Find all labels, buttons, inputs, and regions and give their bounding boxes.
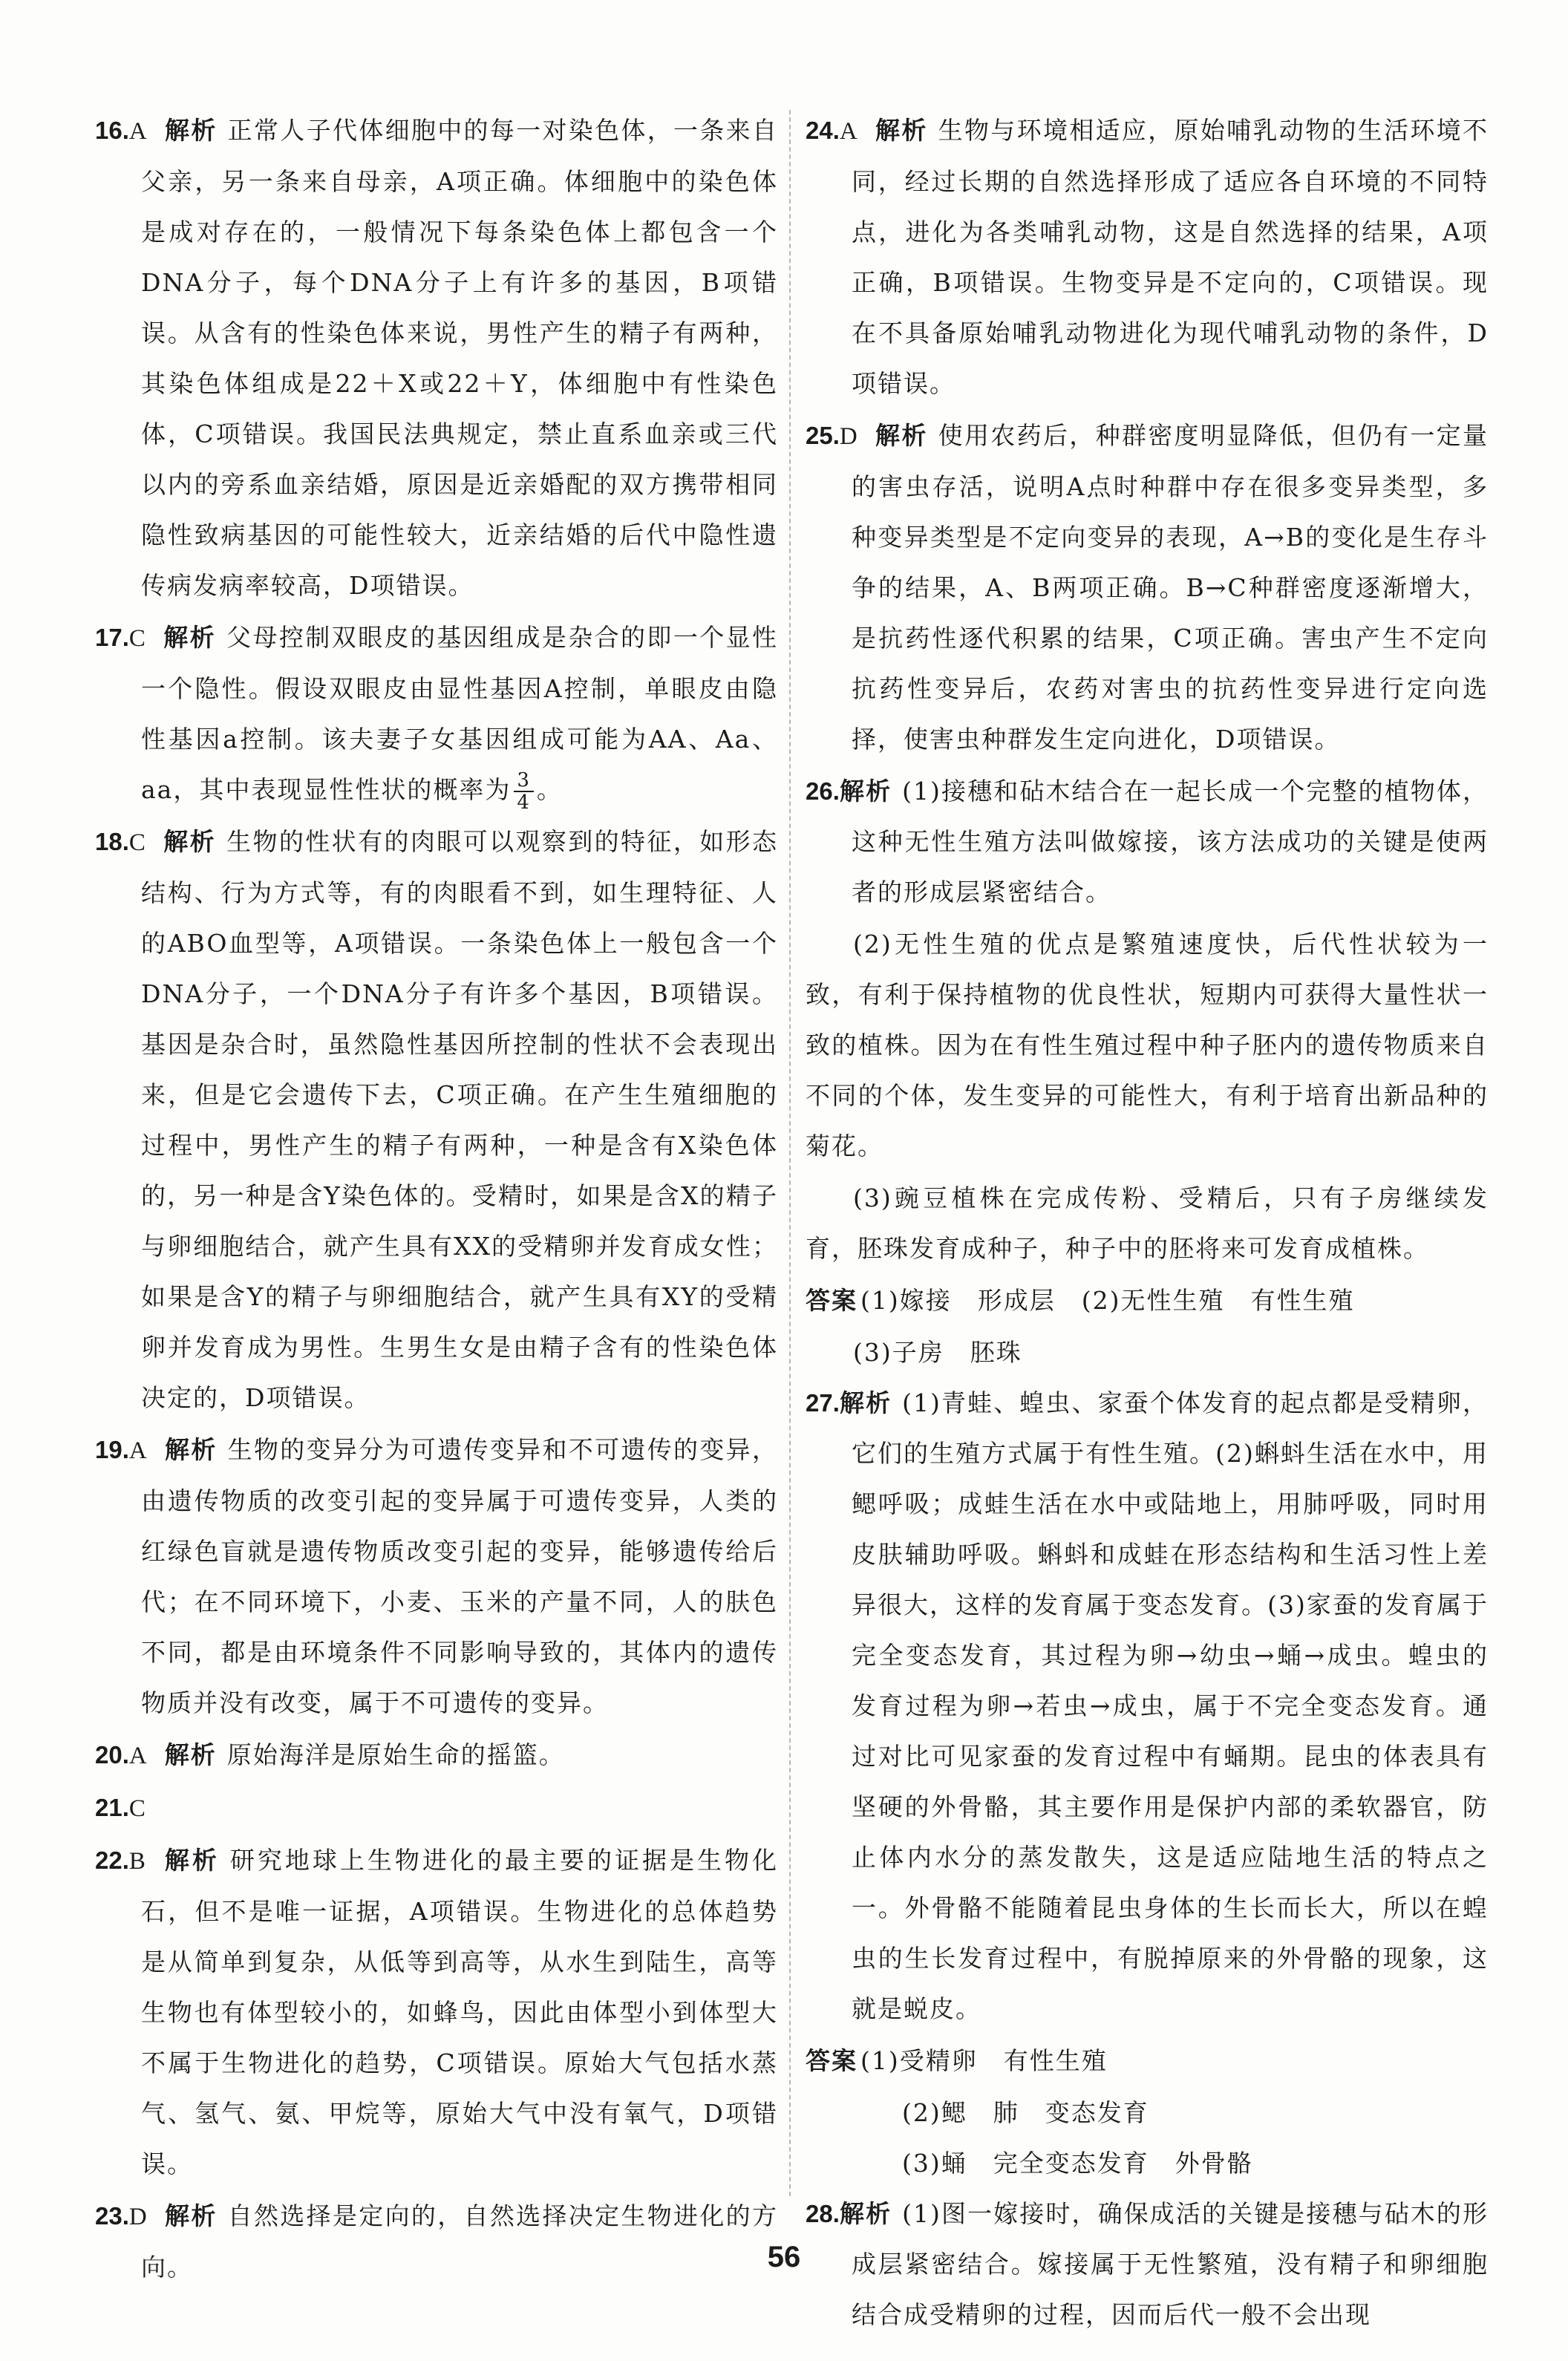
answer-item-26: 26.解析 (1)接穗和砧木结合在一起长成一个完整的植物体，这种无性生殖方法叫做嫁接，该方法成功的关键是使两者的形成层紧密结合。 <box>806 777 1489 907</box>
left-column <box>95 105 778 2294</box>
answer-27-key: 答案 (1)受精卵 有性生殖 <box>806 2046 1108 2075</box>
answer-26-paragraph-2: (2)无性生殖的优点是繁殖速度快，后代性状较为一致，有利于保持植物的优良性状，短期内可获得大量性状一致的植株。因为在有性生殖过程中种子胚内的遗传物质来自不同的个体，发生变异的可能性大，有利于培育出新品种的菊花。 <box>806 930 1489 1160</box>
answer-item-19: 19.A 解析 生物的变异分为可遗传变异和不可遗传的变异，由遗传物质的改变引起的变异属于可遗传变异，人类的红绿色盲就是遗传物质改变引起的变异，能够遗传给后代；在不同环境下，小麦、玉米的产量不同，人的肤色不同，都是由环境条件不同影响导致的，其体内的遗传物质并没有改变，属于不可遗传的变异。 <box>95 1435 779 1717</box>
answer-item-17: 17.C 解析 父母控制双眼皮的基因组成是杂合的即一个显性一个隐性。假设双眼皮由显性基因A控制，单眼皮由隐性基因a控制。该夫妻子女基因组成可能为AA、Aa、aa，其中表现显性性状的概率为 $\frac{3}{4}$ 。 <box>95 623 779 814</box>
answer-27-key-line-2: (2)鳃 肺 变态发育 <box>902 2098 1149 2127</box>
page-number: 56 <box>767 2241 801 2273</box>
right-column <box>806 105 1489 2342</box>
answer-item-25: 25.D 解析 使用农药后，种群密度明显降低，但仍有一定量的害虫存活，说明A点时种群中存在很多变异类型，多种变异类型是不定向变异的表现，A→B的变化是生存斗争的结果，A、B两项正确。B→C种群密度逐渐增大，是抗药性逐代积累的结果，C项正确。害虫产生不定向抗药性变异后，农药对害虫的抗药性变异进行定向选择，使害虫种群发生定向进化，D项错误。 <box>806 421 1489 754</box>
answer-item-16: 16.A 解析 正常人子代体细胞中的每一对染色体，一条来自父亲，另一条来自母亲，A项正确。体细胞中的染色体是成对存在的，一般情况下每条染色体上都包含一个DNA分子，每个DNA分子上有许多的基因，B项错误。从含有的性染色体来说，男性产生的精子有两种，其染色体组成是22＋X或22＋Y，体细胞中有性染色体，C项错误。我国民法典规定，禁止直系血亲或三代以内的旁系血亲结婚，原因是近亲婚配的双方携带相同隐性致病基因的可能性较大，近亲结婚的后代中隐性遗传病发病率较高，D项错误。 <box>95 116 779 600</box>
answer-item-18: 18.C 解析 生物的性状有的肉眼可以观察到的特征，如形态结构、行为方式等，有的肉眼看不到，如生理特征、人的ABO血型等，A项错误。一条染色体上一般包含一个DNA分子，一个DNA分子有许多个基因，B项错误。基因是杂合时，虽然隐性基因所控制的性状不会表现出来，但是它会遗传下去，C项正确。在产生生殖细胞的过程中，男性产生的精子有两种，一种是含有X染色体的，另一种是含Y染色体的。受精时，如果是含X的精子与卵细胞结合，就产生具有XX的受精卵并发育成女性；如果是含Y的精子与卵细胞结合，就产生具有XY的受精卵并发育成为男性。生男生女是由精子含有的性染色体决定的，D项错误。 <box>95 827 779 1412</box>
column-divider <box>789 110 791 2196</box>
answer-26-key: 答案 (1)嫁接 形成层 (2)无性生殖 有性生殖 <box>806 1286 1355 1315</box>
answer-item-28: 28.解析 (1)图一嫁接时，确保成活的关键是接穗与砧木的形成层紧密结合。嫁接属于无性繁殖，没有精子和卵细胞结合成受精卵的过程，因而后代一般不会出现 <box>806 2199 1489 2329</box>
answer-item-23: 23.D 解析 自然选择是定向的，自然选择决定生物进化的方向。 <box>95 2201 779 2282</box>
answer-26-key-line-2: (3)子房 胚珠 <box>853 1338 1022 1367</box>
answer-item-22: 22.B 解析 研究地球上生物进化的最主要的证据是生物化石，但不是唯一证据，A项错误。生物进化的总体趋势是从简单到复杂，从低等到高等，从水生到陆生，高等生物也有体型较小的，如蜂鸟，因此由体型小到体型大不属于生物进化的趋势，C项错误。原始大气包括水蒸气、氢气、氨、甲烷等，原始大气中没有氧气，D项错误。 <box>95 1846 779 2178</box>
answer-item-21: 21.C <box>95 1794 146 1822</box>
answer-item-24: 24.A 解析 生物与环境相适应，原始哺乳动物的生活环境不同，经过长期的自然选择形成了适应各自环境的不同特点，进化为各类哺乳动物，这是自然选择的结果，A项正确，B项错误。生物变异是不定向的，C项错误。现在不具备原始哺乳动物进化为现代哺乳动物的条件，D项错误。 <box>806 116 1489 398</box>
answer-item-27: 27.解析 (1)青蛙、蝗虫、家蚕个体发育的起点都是受精卵，它们的生殖方式属于有性生殖。(2)蝌蚪生活在水中，用鳃呼吸；成蛙生活在水中或陆地上，用肺呼吸，同时用皮肤辅助呼吸。蝌蚪和成蛙在形态结构和生活习性上差异很大，这样的发育属于变态发育。(3)家蚕的发育属于完全变态发育，其过程为卵→幼虫→蛹→成虫。蝗虫的发育过程为卵→若虫→成虫，属于不完全变态发育。通过对比可见家蚕的发育过程中有蛹期。昆虫的体表具有坚硬的外骨骼，其主要作用是保护内部的柔软器官，防止体内水分的蒸发散失，这是适应陆地生活的特点之一。外骨骼不能随着昆虫身体的生长而长大，所以在蝗虫的生长发育过程中，有脱掉原来的外骨骼的现象，这就是蜕皮。 <box>806 1388 1489 2023</box>
answer-27-key-line-3: (3)蛹 完全变态发育 外骨骼 <box>902 2149 1253 2178</box>
fraction: $\frac{3}{4}$ <box>514 770 534 813</box>
answer-item-20: 20.A 解析 原始海洋是原始生命的摇篮。 <box>95 1740 565 1769</box>
answer-26-paragraph-3: (3)豌豆植株在完成传粉、受精后，只有子房继续发育，胚珠发育成种子，种子中的胚将来可发育成植株。 <box>806 1183 1489 1263</box>
